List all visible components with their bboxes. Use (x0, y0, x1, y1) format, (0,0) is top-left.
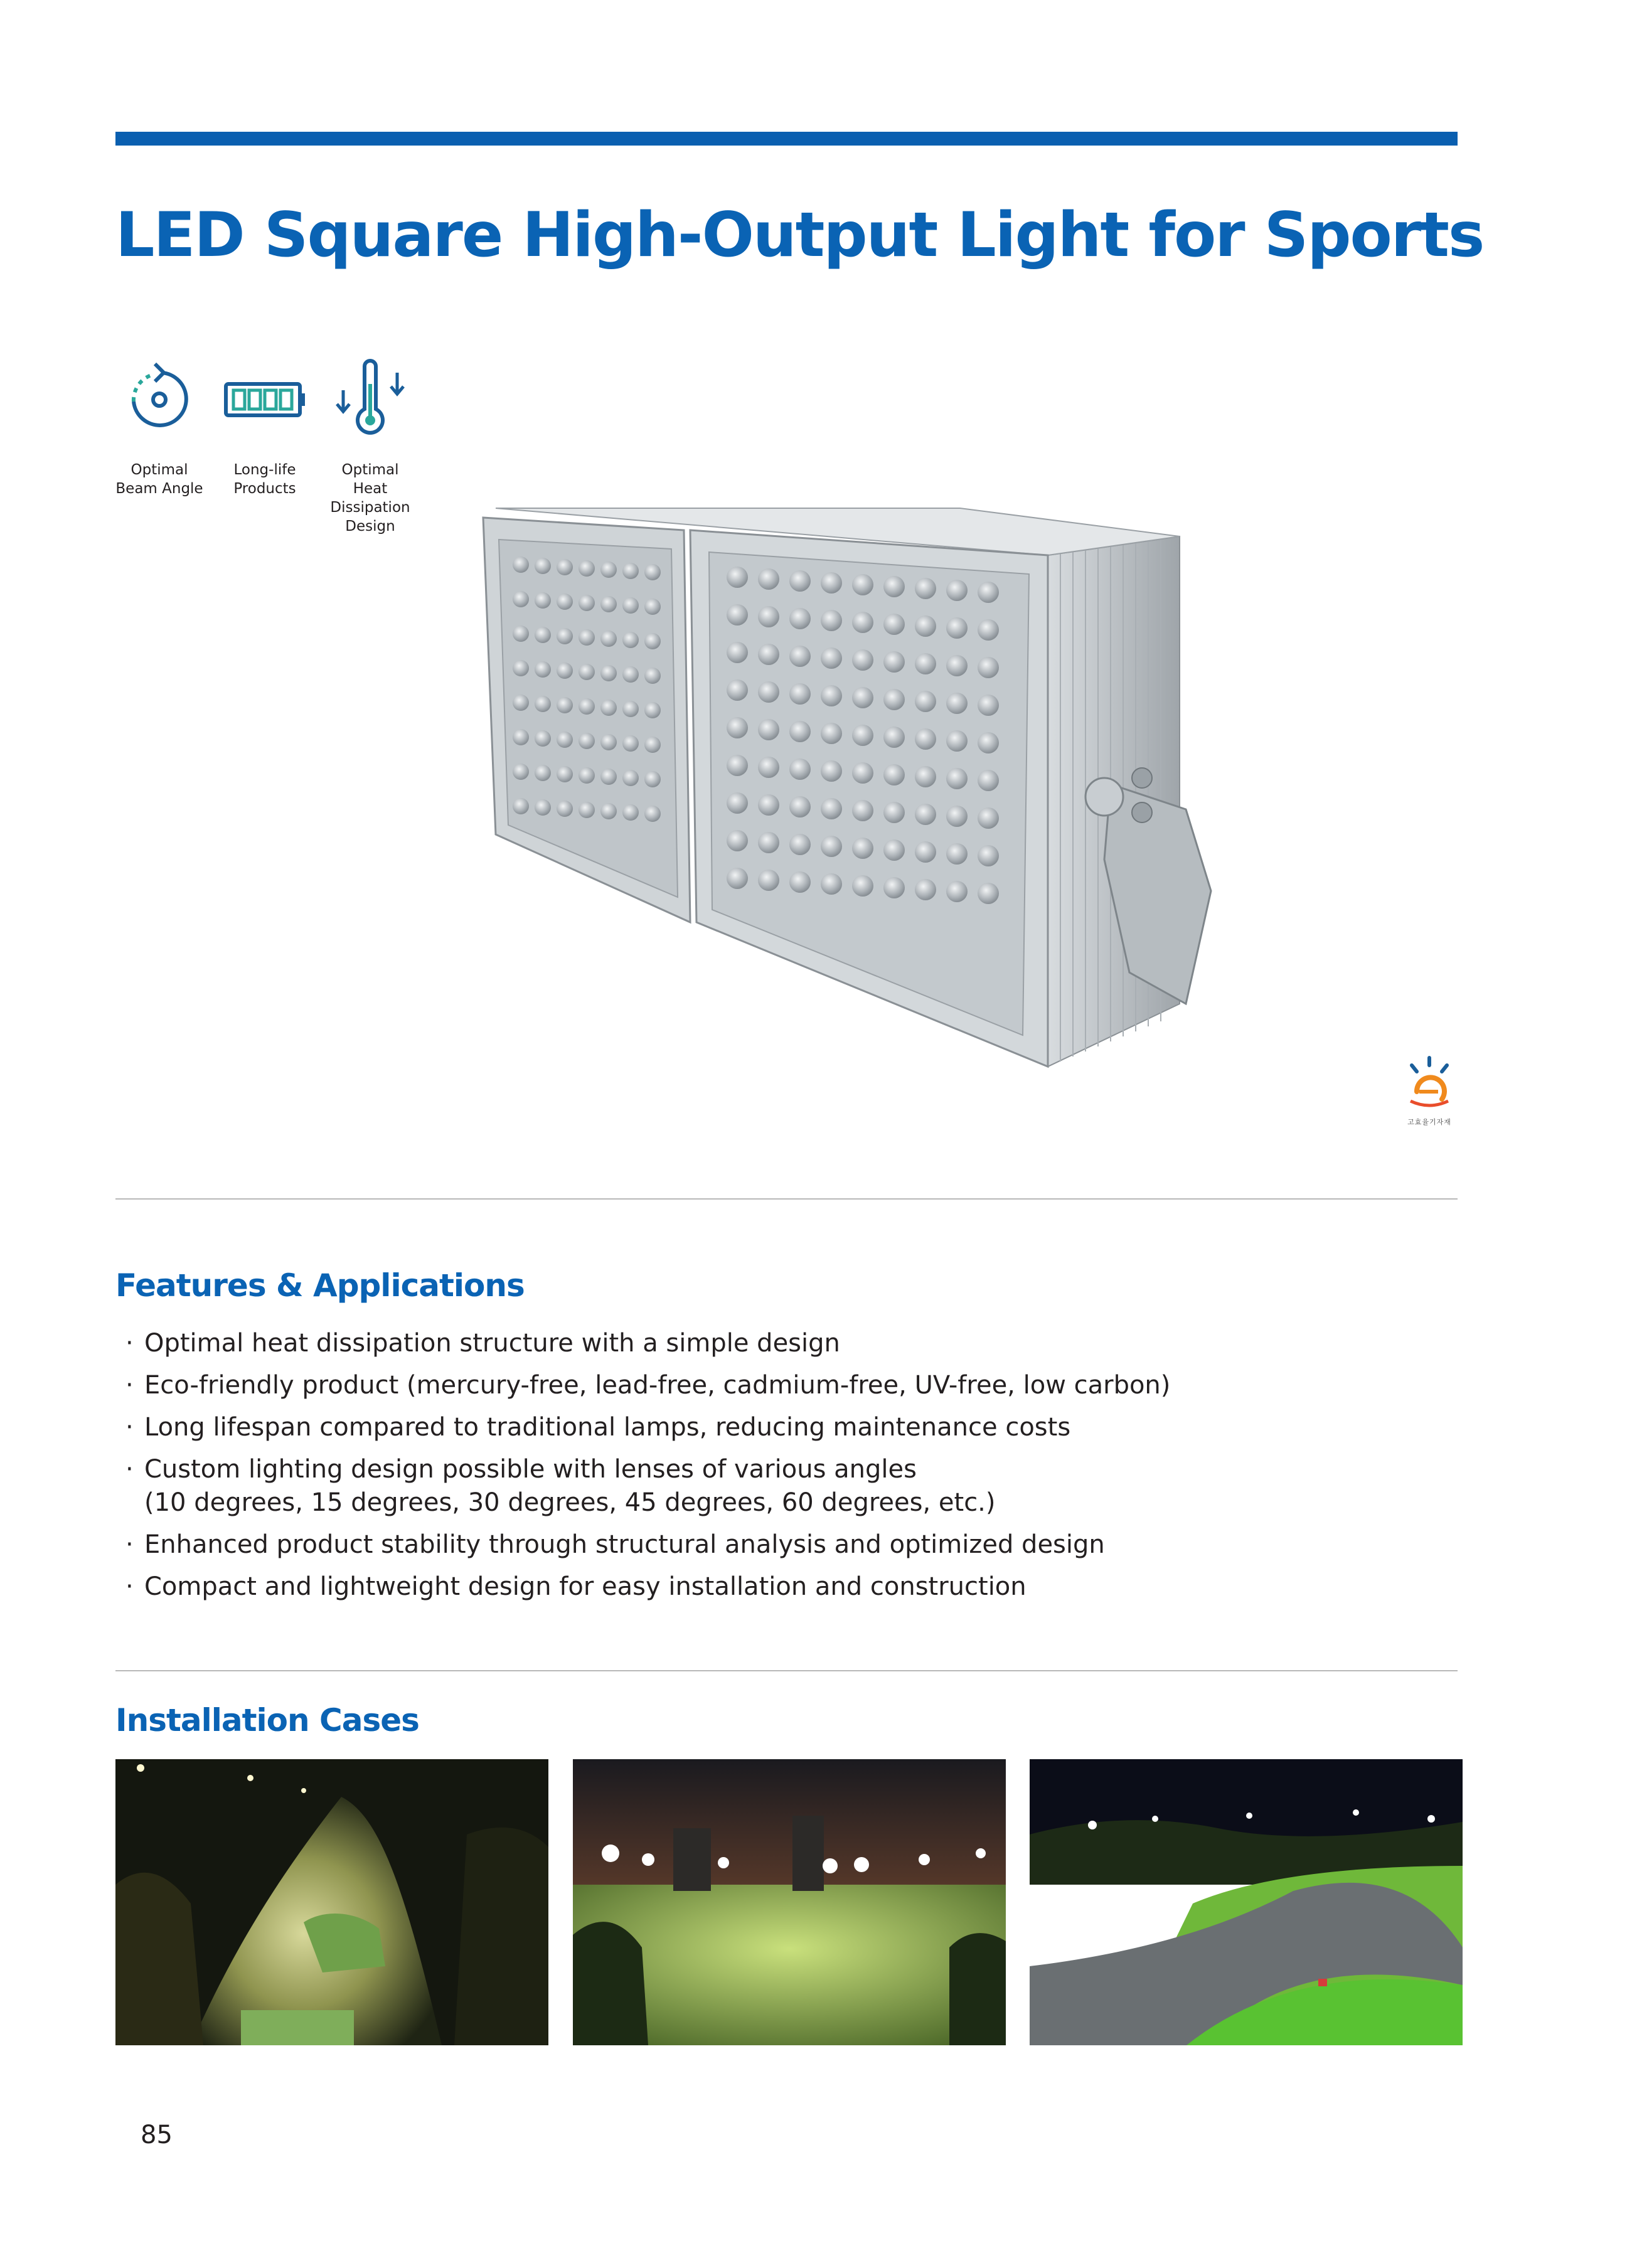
list-item: · Compact and lightweight design for easy installation and construction (125, 1570, 1170, 1604)
bullet: · (125, 1329, 134, 1358)
bullet: · (125, 1530, 134, 1559)
bullet: · (125, 1572, 134, 1601)
feature-icon-heat-dissipation (307, 359, 433, 536)
icon-label: Optimal Heat Dissipation Design (330, 462, 410, 535)
bullet: · (125, 1413, 134, 1442)
high-efficiency-logo-icon (1398, 1054, 1461, 1117)
golf-course-night-floodlights-photo (573, 1759, 1006, 2045)
bullet: · (125, 1455, 134, 1484)
icon-label: Optimal Beam Angle (115, 462, 203, 497)
top-accent-bar (115, 132, 1458, 146)
high-efficiency-equipment-logo (1398, 1054, 1461, 1127)
features-list (125, 1327, 1170, 1612)
golf-course-night-fairway-photo (1030, 1759, 1463, 2045)
list-item: · Long lifespan compared to traditional lamps, reducing maintenance costs (125, 1411, 1170, 1444)
features-heading: Features & Applications (115, 1267, 525, 1304)
led-floodlight-product-image (471, 483, 1242, 1085)
beam-angle-icon (119, 359, 200, 440)
icon-label: Long-life Products (233, 462, 296, 497)
thermometer-icon (329, 359, 411, 440)
bullet: · (125, 1371, 134, 1400)
battery-icon (221, 359, 309, 440)
section-divider (115, 1198, 1458, 1200)
golf-course-night-aerial-photo (115, 1759, 548, 2045)
list-item: · Eco-friendly product (mercury-free, lead-free, cadmium-free, UV-free, low carbon) (125, 1369, 1170, 1402)
installation-heading: Installation Cases (115, 1702, 419, 1738)
list-item: · Optimal heat dissipation structure with a simple design (125, 1327, 1170, 1360)
list-item: · Enhanced product stability through structural analysis and optimized design (125, 1528, 1170, 1562)
list-item: · Custom lighting design possible with lenses of various angles (10 degrees, 15 degrees, 30 degrees, 45 degrees, 60 degrees, etc.) (125, 1453, 1170, 1520)
logo-text: 고효율기자재 (1407, 1118, 1451, 1126)
page-number: 85 (141, 2121, 173, 2149)
page-title: LED Square High-Output Light for Sports (115, 200, 1484, 271)
section-divider (115, 1670, 1458, 1671)
